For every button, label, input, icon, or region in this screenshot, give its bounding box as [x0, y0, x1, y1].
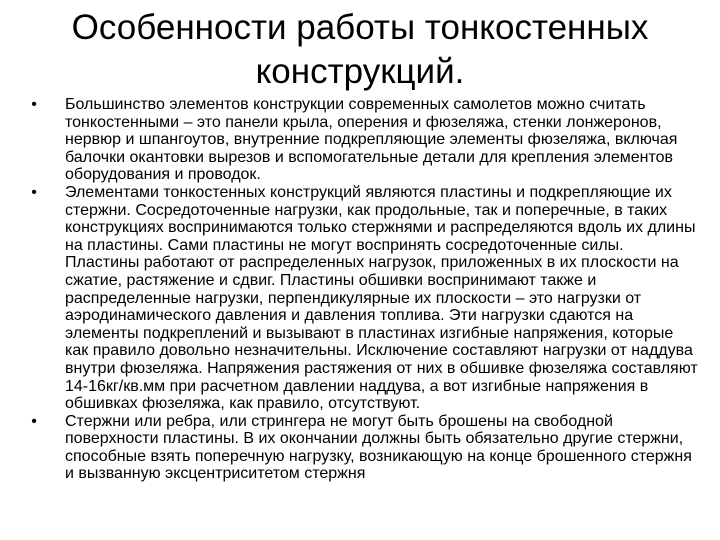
bullet-item	[20, 96, 700, 184]
bullet-marker: •	[31, 412, 37, 430]
bullet-marker: •	[31, 96, 37, 113]
bullet-item	[20, 184, 700, 413]
bullet-item	[20, 413, 700, 483]
bullet-text: Большинство элементов конструкции современных самолетов можно считать тонкостенными – это панели крыла, оперения и фюзеляжа, стенки лонжеронов, нервюр и шпангоутов, внутренние подкрепляющие элементы фюзеляжа, включая балочки окантовки вырезов и вспомогательные детали для крепления элементов оборудования и проводок.	[65, 96, 678, 184]
bullet-text: Элементами тонкостенных конструкций являются пластины и подкрепляющие их стержни. Сосредоточенные нагрузки, как продольные, так и поперечные, в таких конструкциях воспринимаются только стержнями и распределяются вдоль их длины на пластины. Сами пластины не могут воспринять сосредоточенные силы. Пластины работают от распределенных нагрузок, приложенных в их плоскости на сжатие, растяжение и сдвиг. Пластины обшивки воспринимают также и распределенные нагрузки, перпендикулярные их плоскости – это нагрузки от аэродинамического давления и давления топлива. Эти нагрузки сдаются на элементы подкреплений и вызывают в пластинах изгибные напряжения, которые как правило довольно незначительны. Исключение составляют нагрузки от наддува внутри фюзеляжа. Напряжения растяжения от них в обшивке фюзеляжа составляют 14-16кг/кв.мм при расчетном давлении наддува, а вот изгибные напряжения в обшивках фюзеляжа, как правило, отсутствуют.	[65, 183, 698, 413]
bullet-text: Стержни или ребра, или стрингера не могут быть брошены на свободной поверхности пластины. В их окончании должны быть обязательно другие стержни, способные взять поперечную нагрузку, возникающую на конце брошенного стержня и вызванную эксцентриситетом стержня	[65, 412, 692, 483]
bullet-marker: •	[31, 183, 37, 201]
bullet-list	[20, 96, 700, 483]
slide-title: Особенности работы тонкостенных конструкций.	[71, 8, 649, 91]
